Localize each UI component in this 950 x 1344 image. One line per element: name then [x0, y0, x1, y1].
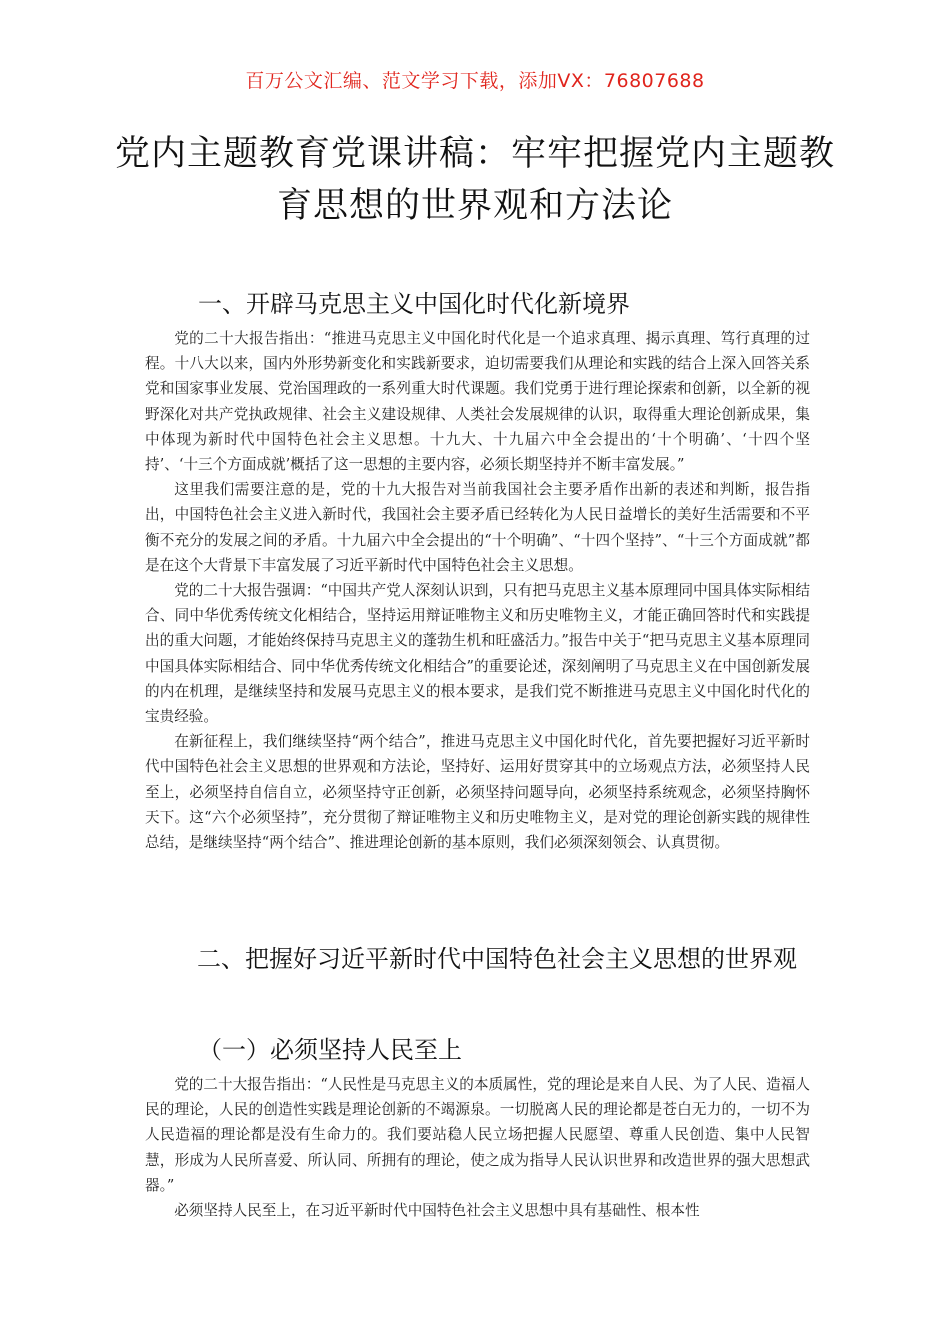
section-heading-1: 一、开辟马克思主义中国化时代化新境界	[198, 290, 630, 318]
paragraph: 必须坚持人民至上，在习近平新时代中国特色社会主义思想中具有基础性、根本性	[174, 1202, 700, 1220]
paragraph: 这里我们需要注意的是，党的十九大报告对当前我国社会主要矛盾作出新的表述和判断，报告指出，中国特色社会主义进入新时代，我国社会主要矛盾已经转化为人民日益增长的美好生活需要和不平衡不充分的发展之间的矛盾。十九届六中全会提出的“十个明确”、“十四个坚持”、“十三个方面成就”都是在这个大背景下丰富发展了习近平新时代中国特色社会主义思想。	[145, 481, 810, 574]
paragraph: 党的二十大报告指出：“推进马克思主义中国化时代化是一个追求真理、揭示真理、笃行真理的过程。十八大以来，国内外形势新变化和实践新要求，迫切需要我们从理论和实践的结合上深入回答关系党和国家事业发展、党治国理政的一系列重大时代课题。我们党勇于进行理论探索和创新，以全新的视野深化对共产党执政规律、社会主义建设规律、人类社会发展规律的认识，取得重大理论创新成果，集中体现为新时代中国特色社会主义思想。十九大、十九届六中全会提出的‘十个明确’、‘十四个坚持’、‘十三个方面成就’概括了这一思想的主要内容，必须长期坚持并不断丰富发展。”	[145, 330, 810, 474]
paragraph: 党的二十大报告强调：“中国共产党人深刻认识到，只有把马克思主义基本原理同中国具体实际相结合、同中华优秀传统文化相结合，坚持运用辩证唯物主义和历史唯物主义，才能正确回答时代和实践提出的重大问题，才能始终保持马克思主义的蓬勃生机和旺盛活力。”报告中关于“把马克思主义基本原理同中国具体实际相结合、同中华优秀传统文化相结合”的重要论述，深刻阐明了马克思主义在中国创新发展的内在机理，是继续坚持和发展马克思主义的根本要求，是我们党不断推进马克思主义中国化时代化的宝贵经验。	[145, 582, 810, 726]
subsection-heading: （一）必须坚持人民至上	[198, 1036, 462, 1064]
watermark-text: 百万公文汇编、范文学习下载，添加VX：76807688	[245, 70, 705, 92]
paragraph: 在新征程上，我们继续坚持“两个结合”，推进马克思主义中国化时代化，首先要把握好习近平新时代中国特色社会主义思想的世界观和方法论，坚持好、运用好贯穿其中的立场观点方法，必须坚持人民至上，必须坚持自信自立，必须坚持守正创新，必须坚持问题导向，必须坚持系统观念，必须坚持胸怀天下。这“六个必须坚持”，充分贯彻了辩证唯物主义和历史唯物主义，是对党的理论创新实践的规律性总结，是继续坚持“两个结合”、推进理论创新的基本原则，我们必须深刻领会、认真贯彻。	[145, 733, 810, 852]
section-2-body	[145, 1072, 810, 1223]
page-title: 党内主题教育党课讲稿：牢牢把握党内主题教育思想的世界观和方法论	[114, 134, 835, 226]
section-heading-2: 二、把握好习近平新时代中国特色社会主义思想的世界观	[197, 945, 797, 973]
section-1-body	[145, 326, 810, 855]
paragraph: 党的二十大报告指出：“人民性是马克思主义的本质属性，党的理论是来自人民、为了人民、造福人民的理论，人民的创造性实践是理论创新的不竭源泉。一切脱离人民的理论都是苍白无力的，一切不为人民造福的理论都是没有生命力的。我们要站稳人民立场把握人民愿望、尊重人民创造、集中人民智慧，形成为人民所喜爱、所认同、所拥有的理论，使之成为指导人民认识世界和改造世界的强大思想武器。”	[145, 1076, 810, 1194]
